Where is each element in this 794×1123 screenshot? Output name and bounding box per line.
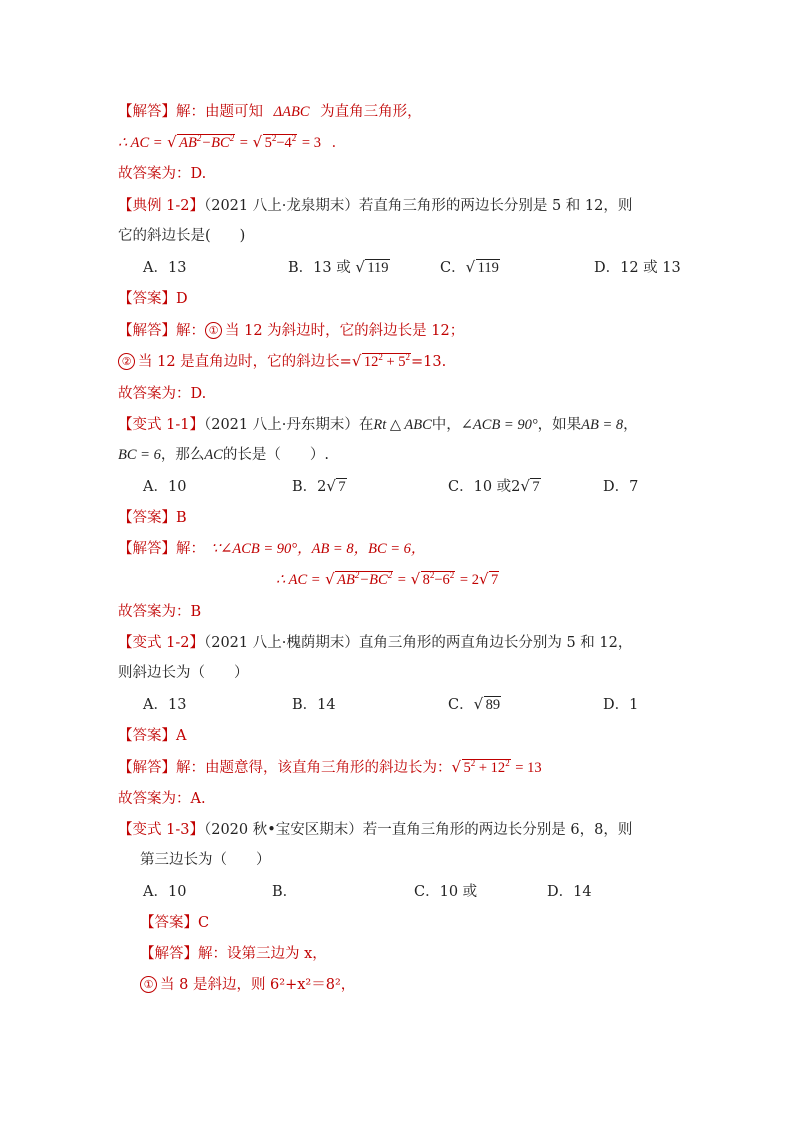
given-conditions: ∵∠ACB = 90°，AB = 8，BC = 6，: [211, 541, 426, 557]
option-d: D．14: [547, 884, 592, 900]
answer-tag: 【答案】: [118, 291, 176, 307]
solution-text: 解：由题可知: [176, 104, 263, 120]
sqrt-expression: $AB^2-BC^2$: [337, 570, 393, 588]
solution-tag: 【解答】: [118, 323, 176, 339]
option-a: A．10: [143, 884, 187, 900]
question-line-2: 则斜边长为（ ）: [118, 665, 249, 681]
question-tag: 【变式 1-3】: [118, 822, 204, 838]
case-2-result: =13.: [411, 354, 447, 370]
result-radicand: 7: [490, 572, 499, 588]
triangle-label: Rt △ ABC: [373, 417, 432, 433]
option-b-radicand: 7: [338, 479, 346, 495]
sqrt-expression: √ $AB^2-BC^2$: [168, 133, 235, 153]
question-source: （2021 八上·槐荫期末）直角三角形的两直角边长分别为 5 和 12，: [203, 635, 633, 651]
option-c: [440, 258, 500, 278]
option-c: [448, 695, 501, 715]
question-source: （2021 八上·龙泉期末）若直角三角形的两边长分别是 5 和 12，则: [203, 198, 633, 214]
option-b: [292, 477, 347, 497]
question-header: [118, 820, 632, 840]
angle-label: ∠ACB = 90°: [460, 417, 538, 433]
text-fragment: 的长是（ ）.: [222, 447, 329, 463]
case-2-radicand: $12^2 + 5^2$: [363, 352, 411, 370]
solution-label: 解：: [176, 541, 205, 557]
text-fragment: ，: [623, 417, 638, 433]
answer-tag: 【答案】: [118, 728, 176, 744]
answer-row: [140, 913, 209, 933]
answer-line: 故答案为：A.: [118, 791, 206, 807]
text-fragment: ，如果: [537, 417, 582, 433]
solution-radicand: $5^2 + 12^2$: [463, 758, 510, 776]
question-tag: 【变式 1-1】: [118, 417, 204, 433]
ab-value: AB = 8: [581, 417, 624, 433]
formula-prefix: ∴ AC =: [118, 135, 163, 151]
option-c-radicand: 89: [485, 697, 501, 713]
equals-sign: =: [397, 572, 406, 588]
solution-formula-line: [118, 133, 346, 153]
question-source: （2020 秋•宝安区期末）若一直角三角形的两边长分别是 6，8，则: [203, 822, 633, 838]
option-c-radicand: 119: [477, 260, 499, 276]
solution-line: [140, 944, 327, 964]
solution-result: = 13: [515, 760, 542, 776]
solution-label: 解：: [176, 323, 205, 339]
option-d: D．12 或 13: [594, 260, 681, 276]
option-b-label: B．2: [292, 479, 327, 495]
circle-number-1: ①: [205, 322, 222, 339]
solution-text: 解：设第三边为 x，: [198, 946, 327, 962]
solution-tag: 【解答】: [118, 760, 176, 776]
answer-value: B: [176, 510, 187, 526]
text-fragment: ，那么: [160, 447, 205, 463]
question-tag: 【变式 1-2】: [118, 635, 204, 651]
question-header: [118, 633, 632, 653]
equals-sign: =: [239, 135, 248, 151]
question-header: [118, 196, 632, 216]
formula-result: = 3: [301, 135, 321, 151]
option-c-label: C．: [440, 260, 466, 276]
solution-case-2-line: [118, 352, 446, 372]
answer-value: D: [176, 291, 188, 307]
option-a: A．13: [143, 260, 187, 276]
option-b: [288, 258, 390, 278]
solution-case-2: 当 12 是直角边时，它的斜边长=: [138, 354, 352, 370]
circle-number-1: ①: [140, 976, 157, 993]
period: ．: [331, 135, 347, 151]
solution-line: [118, 321, 464, 341]
sqrt-expression: $8^2-6^2$: [422, 570, 455, 588]
text-fragment: 中，: [431, 417, 461, 433]
solution-line: [118, 758, 542, 778]
option-b-label: B．13 或: [288, 260, 351, 276]
option-d: D．7: [603, 479, 639, 495]
sqrt-expression: √ $5^2-4^2$: [254, 133, 298, 153]
solution-case-1: 当 8 是斜边，则 6²+x²＝8²，: [160, 977, 356, 993]
solution-case-1: 当 12 为斜边时，它的斜边长是 12；: [225, 323, 465, 339]
formula-prefix: ∴ AC =: [276, 572, 321, 588]
question-line-2: 第三边长为（ ）: [140, 852, 271, 868]
answer-value: A: [176, 728, 187, 744]
question-source: （2021 八上·丹东期末）在: [203, 417, 374, 433]
triangle-label: ΔABC: [273, 104, 310, 120]
answer-tag: 【答案】: [140, 915, 198, 931]
answer-value: C: [198, 915, 210, 931]
answer-tag: 【答案】: [118, 510, 176, 526]
answer-row: [118, 289, 188, 309]
bc-value: BC = 6: [118, 447, 161, 463]
option-b-radicand: 119: [367, 260, 389, 276]
question-line-2: [118, 445, 329, 465]
option-a: A．13: [143, 697, 187, 713]
solution-formula-line: [276, 570, 499, 590]
option-c: C．10 或: [414, 884, 478, 900]
question-tag: 【典例 1-2】: [118, 198, 204, 214]
solution-text-rest: 为直角三角形，: [320, 104, 422, 120]
answer-line: 故答案为：B: [118, 604, 202, 620]
question-line-2: 它的斜边长是( ): [118, 228, 246, 244]
circle-number-2: ②: [118, 353, 135, 370]
answer-line: 故答案为：D.: [118, 166, 207, 182]
solution-tag: 【解答】: [118, 541, 176, 557]
option-b: B．: [272, 884, 298, 900]
solution-line-1: [118, 102, 422, 122]
solution-text: 解：由题意得，该直角三角形的斜边长为：: [176, 760, 452, 776]
solution-line: [118, 539, 425, 559]
option-d: D．1: [603, 697, 639, 713]
answer-row: [118, 726, 186, 746]
option-c-label: C．: [448, 697, 474, 713]
option-b: B．14: [292, 697, 336, 713]
answer-row: [118, 508, 187, 528]
option-c: [448, 477, 541, 497]
solution-tag: 【解答】: [140, 946, 198, 962]
ac-label: AC: [204, 447, 223, 463]
formula-result: = 2: [459, 572, 479, 588]
solution-case-1-line: [140, 975, 355, 995]
option-c-label: C．10 或2: [448, 479, 521, 495]
option-a: A．10: [143, 479, 187, 495]
option-c-radicand: 7: [532, 479, 540, 495]
solution-tag: 【解答】: [118, 104, 176, 120]
question-header: [118, 415, 638, 435]
answer-line: 故答案为：D.: [118, 386, 207, 402]
